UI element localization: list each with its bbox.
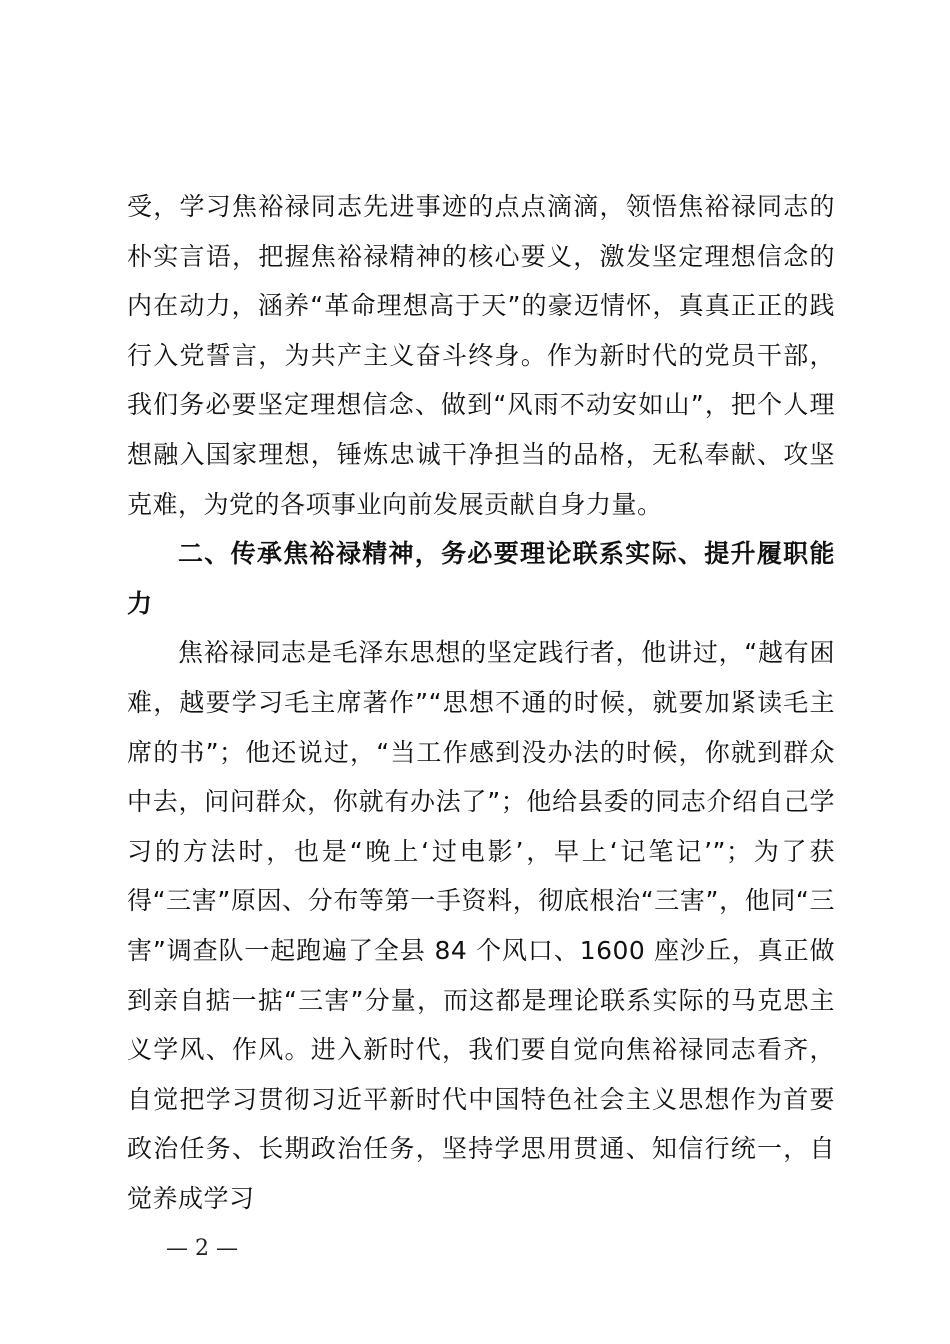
paragraph-continued: 受，学习焦裕禄同志先进事迹的点点滴滴，领悟焦裕禄同志的朴实言语，把握焦裕禄精神的核心要义，激发坚定理想信念的内在动力，涵养“革命理想高于天”的豪迈情怀，真真正正的践行入党誓言，为共产主义奋斗终身。作为新时代的党员干部，我们务必要坚定理想信念、做到“风雨不动安如山”，把个人理想融入国家理想，锤炼忠诚干净担当的品格，无私奉献、攻坚克难，为党的各项事业向前发展贡献自身力量。 — [127, 192, 835, 519]
page-number: — 2 — — [166, 1236, 238, 1261]
document-body — [127, 182, 835, 1223]
section-heading-2: 二、传承焦裕禄精神，务必要理论联系实际、提升履职能力 — [127, 539, 835, 618]
paragraph-section-2: 焦裕禄同志是毛泽东思想的坚定践行者，他讲过，“越有困难，越要学习毛主席著作”“思想不通的时候，就要加紧读毛主席的书”；他还说过，“当工作感到没办法的时候，你就到群众中去，问问群众，你就有办法了”；他给县委的同志介绍自己学习的方法时，也是“晚上‘过电影’，早上‘记笔记’”；为了获得“三害”原因、分布等第一手资料，彻底根治“三害”，他同“三害”调查队一起跑遍了全县 84 个风口、1600 座沙丘，真正做到亲自掂一掂“三害”分量，而这都是理论联系实际的马克思主义学风、作风。进入新时代，我们要自觉向焦裕禄同志看齐，自觉把学习贯彻习近平新时代中国特色社会主义思想作为首要政治任务、长期政治任务，坚持学思用贯通、知信行统一，自觉养成学习 — [127, 638, 835, 1213]
